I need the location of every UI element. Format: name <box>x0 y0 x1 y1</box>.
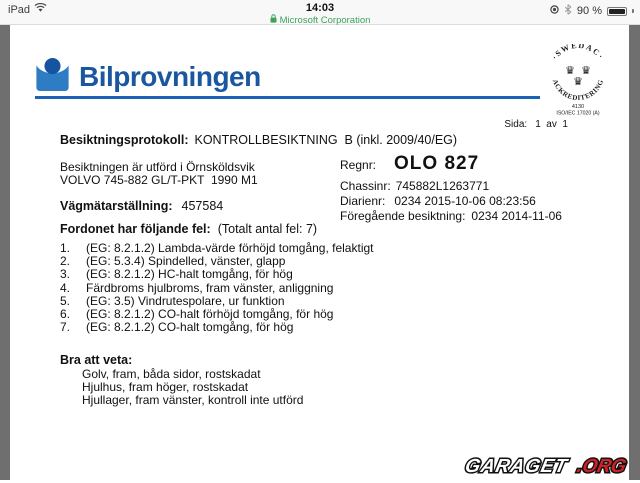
fault-text: (EG: 8.2.1.2) CO-halt tomgång, för hög <box>86 320 294 335</box>
inspection-location-line: Besiktningen är utförd i Örnsköldsvik <box>60 160 255 174</box>
fault-text: (EG: 8.2.1.2) CO-halt förhöjd tomgång, för hög <box>86 307 334 322</box>
fault-number: 1. <box>60 241 71 255</box>
chassinr-value: 745882L1263771 <box>395 179 490 193</box>
odometer-label: Vägmätarställning: <box>60 199 173 213</box>
protocol-title-line <box>60 133 457 147</box>
good-to-know-item: Hjulhus, fram höger, rostskadat <box>82 380 249 395</box>
bilprovningen-wordmark: Bilprovningen <box>79 61 261 92</box>
crown-icon: ♛ <box>565 65 575 77</box>
fault-item <box>60 321 374 334</box>
protocol-value: KONTROLLBESIKTNING B (inkl. 2009/40/EG) <box>194 133 458 147</box>
battery-icon <box>607 7 627 16</box>
bluetooth-icon <box>564 4 572 18</box>
garaget-watermark-tld: .ORG <box>575 456 629 477</box>
page-number-line <box>504 119 568 130</box>
viewer-left-margin <box>0 25 10 480</box>
odometer-value: 457584 <box>181 199 224 213</box>
garaget-watermark-name: GARAGET <box>463 456 570 477</box>
good-to-know-list <box>82 368 303 408</box>
faults-header <box>60 222 317 236</box>
stamp-arc-top-text: ·SWEDAC· <box>550 44 606 62</box>
diarienr-label: Diarienr: <box>340 194 386 208</box>
odometer-line <box>60 199 223 213</box>
fault-text: (EG: 5.3.4) Spindelled, vänster, glapp <box>86 254 286 269</box>
stamp-arc-bottom-text: ACKREDITERING <box>550 78 606 103</box>
fault-number: 2. <box>60 254 71 269</box>
bilprovningen-logo <box>35 57 261 97</box>
fault-item <box>60 282 374 295</box>
protocol-label: Besiktningsprotokoll: <box>60 133 189 147</box>
fault-text: (EG: 8.2.1.2) HC-halt tomgång, för hög <box>86 267 293 282</box>
previous-inspection-line <box>340 209 562 223</box>
fault-number: 5. <box>60 293 71 308</box>
good-to-know-item: Hjullager, fram vänster, kontroll inte utförd <box>82 393 304 408</box>
previous-inspection-label: Föregående besiktning: <box>340 209 466 223</box>
regnr-label: Regnr: <box>340 158 377 172</box>
diarienr-line <box>340 194 536 208</box>
sida-value: 1 av 1 <box>535 119 568 130</box>
svg-text:·SWEDAC· <box>550 44 606 61</box>
clock: 14:03 <box>305 2 335 14</box>
vehicle-description-line: VOLVO 745-882 GL/T-PKT 1990 M1 <box>60 173 258 187</box>
fault-item <box>60 268 374 281</box>
diarienr-value: 0234 2015-10-06 08:23:56 <box>394 194 536 208</box>
status-right-group <box>550 4 634 18</box>
recording-indicator-icon <box>550 5 559 17</box>
fault-text: Färdbroms hjulbroms, fram vänster, anliggning <box>86 280 334 295</box>
device-label: iPad <box>8 3 31 16</box>
secure-app-label: Microsoft Corporation <box>279 14 371 26</box>
battery-tip <box>632 9 634 13</box>
viewer-right-margin <box>629 25 640 480</box>
fault-number: 7. <box>60 320 71 335</box>
fault-number: 4. <box>60 280 71 295</box>
fault-number: 6. <box>60 307 71 322</box>
swedac-stamp <box>543 44 613 121</box>
faults-header-label: Fordonet har följande fel: <box>60 222 211 236</box>
crown-icon: ♛ <box>573 76 583 88</box>
battery-percent-label: 90 % <box>576 5 602 17</box>
bilprovningen-logo-icon <box>35 57 70 97</box>
chassinr-line <box>340 179 489 193</box>
faults-list <box>60 242 374 334</box>
status-bar <box>0 0 640 25</box>
fault-text: (EG: 8.2.1.2) Lambda-värde förhöjd tomgång, felaktigt <box>86 241 374 255</box>
faults-header-count: (Totalt antal fel: 7) <box>217 222 318 236</box>
regnr-line <box>340 153 479 175</box>
letterhead-rule <box>35 96 540 99</box>
previous-inspection-value: 0234 2014-11-06 <box>471 209 562 223</box>
good-to-know-header: Bra att veta: <box>60 353 133 367</box>
good-to-know-item: Golv, fram, båda sidor, rostskadat <box>82 367 261 381</box>
garaget-watermark <box>454 454 638 483</box>
fault-text: (EG: 3.5) Vindrutespolare, ur funktion <box>86 293 285 308</box>
crown-icon: ♛ <box>581 65 591 77</box>
fault-number: 3. <box>60 267 71 282</box>
sida-label: Sida: <box>504 119 528 130</box>
stamp-iso-standard: ISO/IEC 17020 (A) <box>556 110 600 116</box>
stamp-accreditation-number: 4130 <box>571 104 585 110</box>
regnr-value: OLO 827 <box>394 153 480 174</box>
chassinr-label: Chassinr: <box>340 179 391 193</box>
